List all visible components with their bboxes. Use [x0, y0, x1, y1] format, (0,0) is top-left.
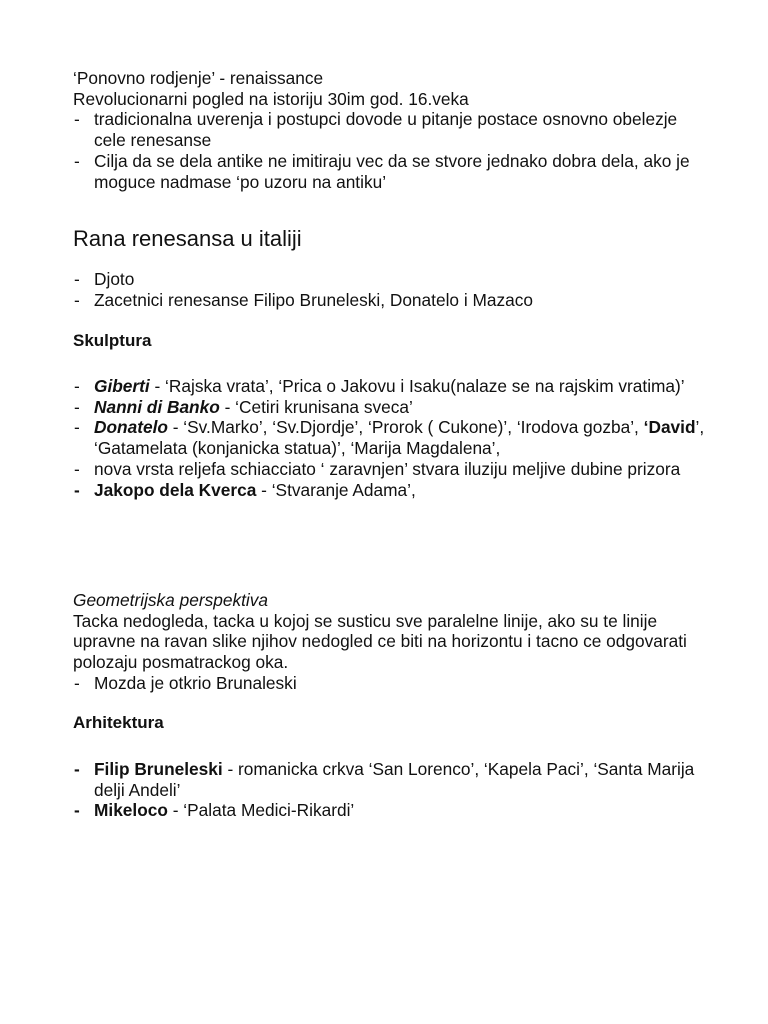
architecture-heading: Arhitektura [73, 713, 164, 732]
item-text: - ‘Palata Medici-Rikardi’ [167, 800, 355, 821]
list-item: - Mozda je otkrio Brunaleski [73, 673, 713, 694]
perspective-block [73, 590, 713, 694]
list-item: - tradicionalna uverenja i postupci dovode u pitanje postace osnovno obelezje cele renesanse [73, 109, 713, 150]
architecture-block [73, 759, 713, 821]
perspective-paragraph: Tacka nedogleda, tacka u kojoj se susticu sve paralelne linije, ako su te linije upravne na ravan slike njihov nedogled ce biti na horizontu i tacno ce odgovarati polozaju posmatrackog oka. [73, 610, 687, 673]
intro-block [73, 68, 713, 192]
architect-name: Filip Bruneleski [94, 759, 223, 779]
architect-name: Mikeloco [94, 800, 168, 821]
work-title: ‘David [643, 417, 696, 438]
list-item [73, 417, 713, 458]
item-text: - ‘Cetiri krunisana sveca’ [219, 396, 413, 417]
list-item [73, 397, 713, 418]
list-item [73, 459, 713, 480]
item-text: - ‘Stvaranje Adama’, [256, 479, 416, 500]
item-text: - ‘Sv.Marko’, ‘Sv.Djordje’, ‘Prorok ( Cukone)’, ‘Irodova gozba’, [167, 417, 644, 438]
list-item [73, 759, 713, 800]
item-text: - romanicka crkva ‘San Lorenco’, ‘Kapela Paci’, ‘Santa Marija delji Andeli’ [94, 759, 695, 800]
item-text: ’, ‘Gatamelata (konjanicka statua)’, ‘Marija Magdalena’, [94, 417, 705, 459]
intro-line-1: ‘Ponovno rodjenje’ - renaissance [73, 68, 324, 88]
artist-name: Jakopo dela Kverca [94, 479, 257, 500]
list-item: - Cilja da se dela antike ne imitiraju vec da se stvore jednako dobra dela, ako je moguce nadmase ‘po uzoru na antiku’ [73, 151, 713, 192]
artist-name: Donatelo [94, 417, 168, 438]
intro-list [73, 109, 713, 192]
list-item [73, 480, 713, 501]
list-item [73, 376, 713, 397]
sculpture-block [73, 376, 713, 500]
sculpture-heading: Skulptura [73, 331, 152, 350]
list-item: - Djoto [73, 269, 713, 290]
section1-list-block [73, 269, 713, 310]
architecture-list [73, 759, 713, 821]
list-item [73, 800, 713, 821]
artist-name: Giberti [94, 376, 150, 396]
artist-name: Nanni di Banko [94, 396, 220, 417]
item-text: nova vrsta reljefa schiacciato ‘ zaravnjen’ stvara iluziju meljive dubine prizora [94, 458, 681, 479]
perspective-list [73, 673, 713, 694]
intro-line-2: Revolucionarni pogled na istoriju 30im god. 16.veka [73, 88, 469, 109]
sculpture-list [73, 376, 713, 500]
perspective-heading: Geometrijska perspektiva [73, 590, 268, 610]
section-heading: Rana renesansa u italiji [73, 226, 302, 251]
list-item: - Zacetnici renesanse Filipo Bruneleski, Donatelo i Mazaco [73, 290, 713, 311]
section1-list [73, 269, 713, 310]
item-text: - ‘Rajska vrata’, ‘Prica o Jakovu i Isaku(nalaze se na rajskim vratima)’ [149, 376, 685, 396]
